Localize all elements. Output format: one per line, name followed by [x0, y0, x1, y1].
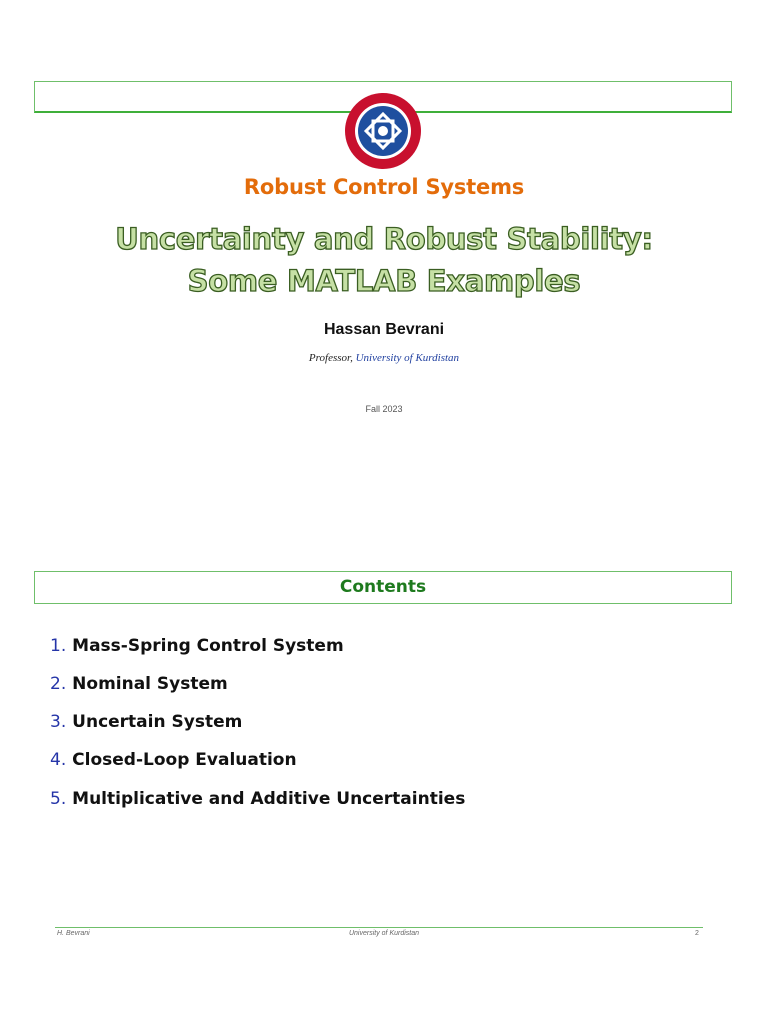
affiliation [0, 352, 768, 364]
footer-author: H. Bevrani [57, 930, 90, 937]
footer-divider [55, 927, 703, 928]
university-link[interactable]: University of Kurdistan [355, 352, 460, 364]
contents-heading: Contents [34, 571, 732, 604]
list-item: 4. Closed-Loop Evaluation [50, 750, 297, 770]
presentation-title [0, 218, 768, 302]
list-item: 3. Uncertain System [50, 712, 243, 732]
term-date: Fall 2023 [365, 404, 403, 414]
page-number: 2 [695, 930, 699, 937]
list-item: 5. Multiplicative and Additive Uncertainties [50, 789, 466, 809]
university-logo-icon [343, 91, 423, 171]
course-title: Robust Control Systems [243, 175, 525, 199]
list-item: 1. Mass-Spring Control System [50, 636, 344, 656]
list-item: 2. Nominal System [50, 674, 228, 694]
author-role: Professor, [308, 352, 356, 364]
footer-university: University of Kurdistan [348, 930, 420, 937]
author-name: Hassan Bevrani [323, 321, 445, 338]
title-line-1: Uncertainty and Robust Stability: [115, 222, 653, 256]
title-line-2: Some MATLAB Examples [187, 264, 581, 298]
contents-list [50, 636, 465, 827]
